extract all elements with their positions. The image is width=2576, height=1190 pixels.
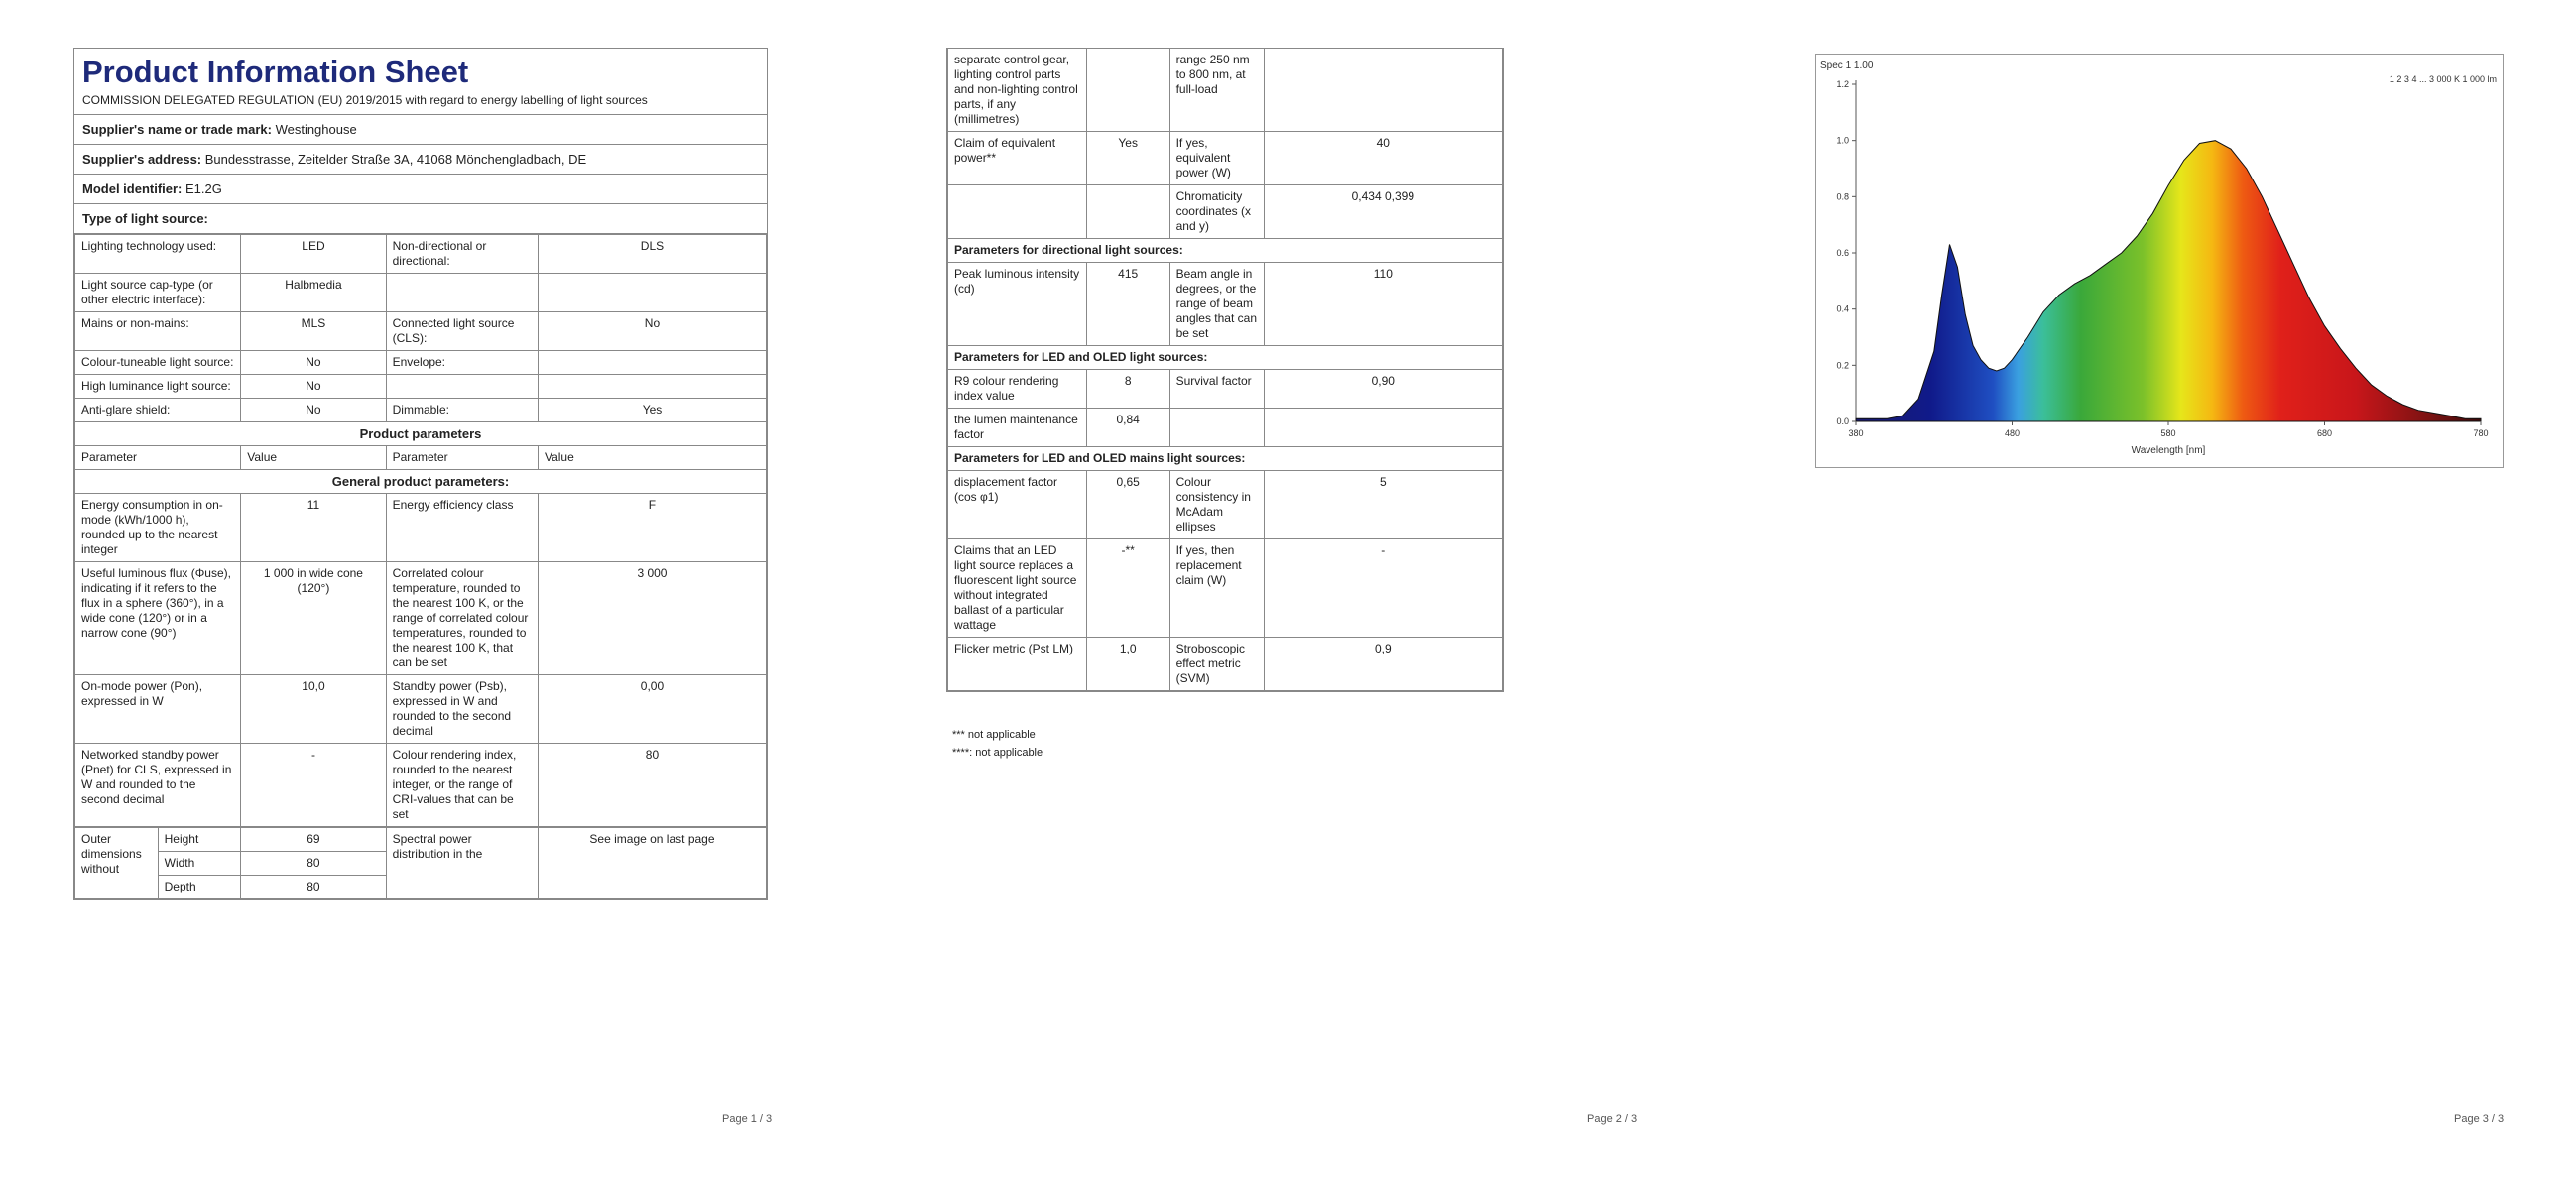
model-identifier: E1.2G	[185, 181, 222, 196]
parameter-cell: Energy efficiency class	[386, 494, 538, 562]
parameter-cell: High luminance light source:	[75, 375, 241, 399]
x-axis-label: Wavelength [nm]	[2131, 445, 2206, 456]
value-cell: 80	[538, 744, 766, 827]
table-row	[75, 422, 767, 446]
value-cell: DLS	[538, 235, 766, 274]
mains-rows	[948, 471, 1503, 691]
model-label: Model identifier:	[82, 181, 183, 196]
column-header: Parameter	[386, 446, 538, 470]
value-cell	[538, 375, 766, 399]
value-cell: 8	[1086, 370, 1169, 409]
value-cell: 11	[241, 494, 386, 562]
value-cell: 0,434 0,399	[1264, 185, 1502, 239]
spectrum-svg	[1816, 55, 2503, 467]
parameter-cell: displacement factor (cos φ1)	[948, 471, 1087, 539]
column-header: Parameter	[75, 446, 241, 470]
dimension-value: 80	[241, 852, 386, 876]
supplier-name: Westinghouse	[275, 122, 357, 137]
continued-rows	[948, 49, 1503, 239]
table-row	[75, 675, 767, 744]
value-cell: 10,0	[241, 675, 386, 744]
footnote: ****: not applicable	[952, 747, 1043, 759]
parameter-cell: Survival factor	[1169, 370, 1264, 409]
page-number: Page 3 / 3	[2454, 1113, 2505, 1125]
parameter-cell: Non-directional or directional:	[386, 235, 538, 274]
page-title: Product Information Sheet	[82, 55, 469, 89]
supplier-name-line	[74, 115, 767, 145]
parameter-cell: Beam angle in degrees, or the range of beam angles that can be set	[1169, 263, 1264, 346]
value-cell: 0,00	[538, 675, 766, 744]
parameter-cell: Lighting technology used:	[75, 235, 241, 274]
y-tick-label: 1.2	[1836, 79, 1849, 89]
value-cell	[1264, 409, 1502, 447]
supplier-address-label: Supplier's address:	[82, 152, 202, 167]
column-header: Value	[538, 446, 766, 470]
table-row	[75, 399, 767, 422]
product-information-sheet	[73, 48, 768, 900]
x-tick-label: 580	[2160, 428, 2176, 438]
table-row	[948, 409, 1503, 447]
parameter-cell: Dimmable:	[386, 399, 538, 422]
parameter-cell: Mains or non-mains:	[75, 312, 241, 351]
page-3	[1718, 0, 2576, 1190]
general-parameters-heading: General product parameters:	[75, 470, 767, 494]
light-source-type-label: Type of light source:	[82, 211, 208, 226]
light-source-rows	[75, 235, 767, 422]
spectrum-area	[1856, 141, 2481, 421]
parameter-cell: R9 colour rendering index value	[948, 370, 1087, 409]
value-cell: 0,90	[1264, 370, 1502, 409]
value-cell: No	[241, 399, 386, 422]
model-line	[74, 175, 767, 204]
parameter-cell	[386, 375, 538, 399]
parameter-cell	[1169, 409, 1264, 447]
value-cell: 0,65	[1086, 471, 1169, 539]
led-heading: Parameters for LED and OLED light sources:	[948, 346, 1503, 370]
parameter-cell: Claim of equivalent power**	[948, 132, 1087, 185]
parameter-cell: Connected light source (CLS):	[386, 312, 538, 351]
y-tick-label: 0.0	[1836, 416, 1849, 426]
parameter-cell: range 250 nm to 800 nm, at full-load	[1169, 49, 1264, 132]
table-row	[948, 132, 1503, 185]
table-row	[75, 494, 767, 562]
supplier-address: Bundesstrasse, Zeitelder Straße 3A, 41068 Mönchengladbach, DE	[204, 152, 587, 167]
parameter-cell: Colour-tuneable light source:	[75, 351, 241, 375]
parameter-cell: Stroboscopic effect metric (SVM)	[1169, 638, 1264, 691]
value-cell: 3 000	[538, 562, 766, 675]
value-cell: No	[241, 351, 386, 375]
value-cell: 1 000 in wide cone (120°)	[241, 562, 386, 675]
dimension-value: 69	[241, 828, 386, 852]
parameter-cell: Networked standby power (Pnet) for CLS, expressed in W and rounded to the second decimal	[75, 744, 241, 827]
general-parameter-rows	[75, 494, 767, 827]
y-tick-label: 1.0	[1836, 135, 1849, 146]
value-cell: Halbmedia	[241, 274, 386, 312]
outer-dimensions-label: Outer dimensions without	[75, 828, 159, 899]
value-cell: -**	[1086, 539, 1169, 638]
product-information-sheet-continued	[946, 48, 1504, 692]
chart-top-left-label: Spec 1 1.00	[1820, 60, 1874, 71]
parameter-cell: Standby power (Psb), expressed in W and rounded to the second decimal	[386, 675, 538, 744]
parameter-cell: If yes, then replacement claim (W)	[1169, 539, 1264, 638]
parameter-cell: If yes, equivalent power (W)	[1169, 132, 1264, 185]
dimensions-table	[74, 827, 767, 899]
table-row	[75, 375, 767, 399]
table-row	[75, 235, 767, 274]
parameter-cell: Chromaticity coordinates (x and y)	[1169, 185, 1264, 239]
supplier-address-line	[74, 145, 767, 175]
value-cell: F	[538, 494, 766, 562]
footnotes	[952, 726, 1043, 762]
table-row	[75, 312, 767, 351]
table-row	[948, 370, 1503, 409]
parameters-table	[74, 234, 767, 827]
value-cell: -	[241, 744, 386, 827]
parameter-cell	[386, 274, 538, 312]
parameter-cell: separate control gear, lighting control parts and non-lighting control parts, if any (millimetres)	[948, 49, 1087, 132]
table-row	[75, 470, 767, 494]
table-row	[948, 185, 1503, 239]
table-row	[948, 263, 1503, 346]
value-cell	[1264, 49, 1502, 132]
x-tick-label: 680	[2316, 428, 2333, 438]
parameter-cell: Useful luminous flux (Φuse), indicating if it refers to the flux in a sphere (360°), in a wide cone (120°) or in a narrow cone (90°)	[75, 562, 241, 675]
y-tick-label: 0.2	[1836, 360, 1849, 371]
value-cell: MLS	[241, 312, 386, 351]
value-cell: 0,84	[1086, 409, 1169, 447]
page-number: Page 2 / 3	[1587, 1113, 1638, 1125]
parameters-table-continued	[947, 48, 1503, 691]
spectral-distribution-chart	[1815, 54, 2504, 468]
value-cell: No	[241, 375, 386, 399]
parameter-cell: Envelope:	[386, 351, 538, 375]
table-row	[948, 346, 1503, 370]
table-row	[75, 351, 767, 375]
footnote: *** not applicable	[952, 729, 1036, 741]
value-cell	[538, 351, 766, 375]
x-tick-label: 480	[2004, 428, 2021, 438]
value-cell: Yes	[538, 399, 766, 422]
value-cell: 40	[1264, 132, 1502, 185]
table-row	[948, 239, 1503, 263]
parameter-cell: Colour rendering index, rounded to the nearest integer, or the range of CRI-values that can be set	[386, 744, 538, 827]
parameter-cell: Energy consumption in on-mode (kWh/1000 h), rounded up to the nearest integer	[75, 494, 241, 562]
value-cell: -	[1264, 539, 1502, 638]
parameter-cell: Light source cap-type (or other electric interface):	[75, 274, 241, 312]
dimension-label: Width	[158, 852, 241, 876]
parameter-cell: Claims that an LED light source replaces a fluorescent light source without integrated ballast of a particular wattage	[948, 539, 1087, 638]
light-source-type-line	[74, 204, 767, 234]
led-rows	[948, 370, 1503, 447]
table-row	[948, 471, 1503, 539]
table-row	[75, 446, 767, 470]
value-cell	[1086, 49, 1169, 132]
value-cell: 415	[1086, 263, 1169, 346]
value-cell: Yes	[1086, 132, 1169, 185]
page-1	[0, 0, 859, 1190]
table-row	[75, 828, 767, 852]
product-parameters-heading: Product parameters	[75, 422, 767, 446]
parameter-cell	[948, 185, 1087, 239]
column-header: Value	[241, 446, 386, 470]
table-row	[75, 744, 767, 827]
value-cell: 0,9	[1264, 638, 1502, 691]
dimension-label: Height	[158, 828, 241, 852]
regulation-text: COMMISSION DELEGATED REGULATION (EU) 2019/2015 with regard to energy labelling of light sources	[74, 92, 767, 115]
table-row	[948, 49, 1503, 132]
value-cell: 5	[1264, 471, 1502, 539]
mains-heading: Parameters for LED and OLED mains light sources:	[948, 447, 1503, 471]
supplier-name-label: Supplier's name or trade mark:	[82, 122, 272, 137]
table-row	[75, 562, 767, 675]
value-cell: LED	[241, 235, 386, 274]
value-cell: 1,0	[1086, 638, 1169, 691]
value-cell	[1086, 185, 1169, 239]
value-cell: 110	[1264, 263, 1502, 346]
spectral-value: See image on last page	[538, 828, 766, 899]
y-tick-label: 0.6	[1836, 248, 1849, 258]
parameter-cell: Flicker metric (Pst LM)	[948, 638, 1087, 691]
chart-legend: 1 2 3 4 ... 3 000 K 1 000 lm	[2389, 74, 2497, 84]
parameter-cell: Anti-glare shield:	[75, 399, 241, 422]
table-row	[948, 447, 1503, 471]
page-2	[859, 0, 1718, 1190]
page-number: Page 1 / 3	[722, 1113, 773, 1125]
parameter-cell: Peak luminous intensity (cd)	[948, 263, 1087, 346]
table-row	[948, 539, 1503, 638]
x-tick-label: 380	[1848, 428, 1864, 438]
parameter-cell: Correlated colour temperature, rounded to the nearest 100 K, or the range of correlated colour temperatures, rounded to the nearest 100 K, that can be set	[386, 562, 538, 675]
directional-rows	[948, 263, 1503, 346]
dimension-label: Depth	[158, 876, 241, 899]
table-row	[948, 638, 1503, 691]
value-cell	[538, 274, 766, 312]
parameter-cell: the lumen maintenance factor	[948, 409, 1087, 447]
spectral-label: Spectral power distribution in the	[386, 828, 538, 899]
y-tick-label: 0.8	[1836, 191, 1849, 202]
dimension-value: 80	[241, 876, 386, 899]
x-tick-label: 780	[2473, 428, 2489, 438]
parameter-cell: On-mode power (Pon), expressed in W	[75, 675, 241, 744]
parameter-cell: Colour consistency in McAdam ellipses	[1169, 471, 1264, 539]
directional-heading: Parameters for directional light sources:	[948, 239, 1503, 263]
y-tick-label: 0.4	[1836, 303, 1849, 314]
table-row	[75, 274, 767, 312]
value-cell: No	[538, 312, 766, 351]
